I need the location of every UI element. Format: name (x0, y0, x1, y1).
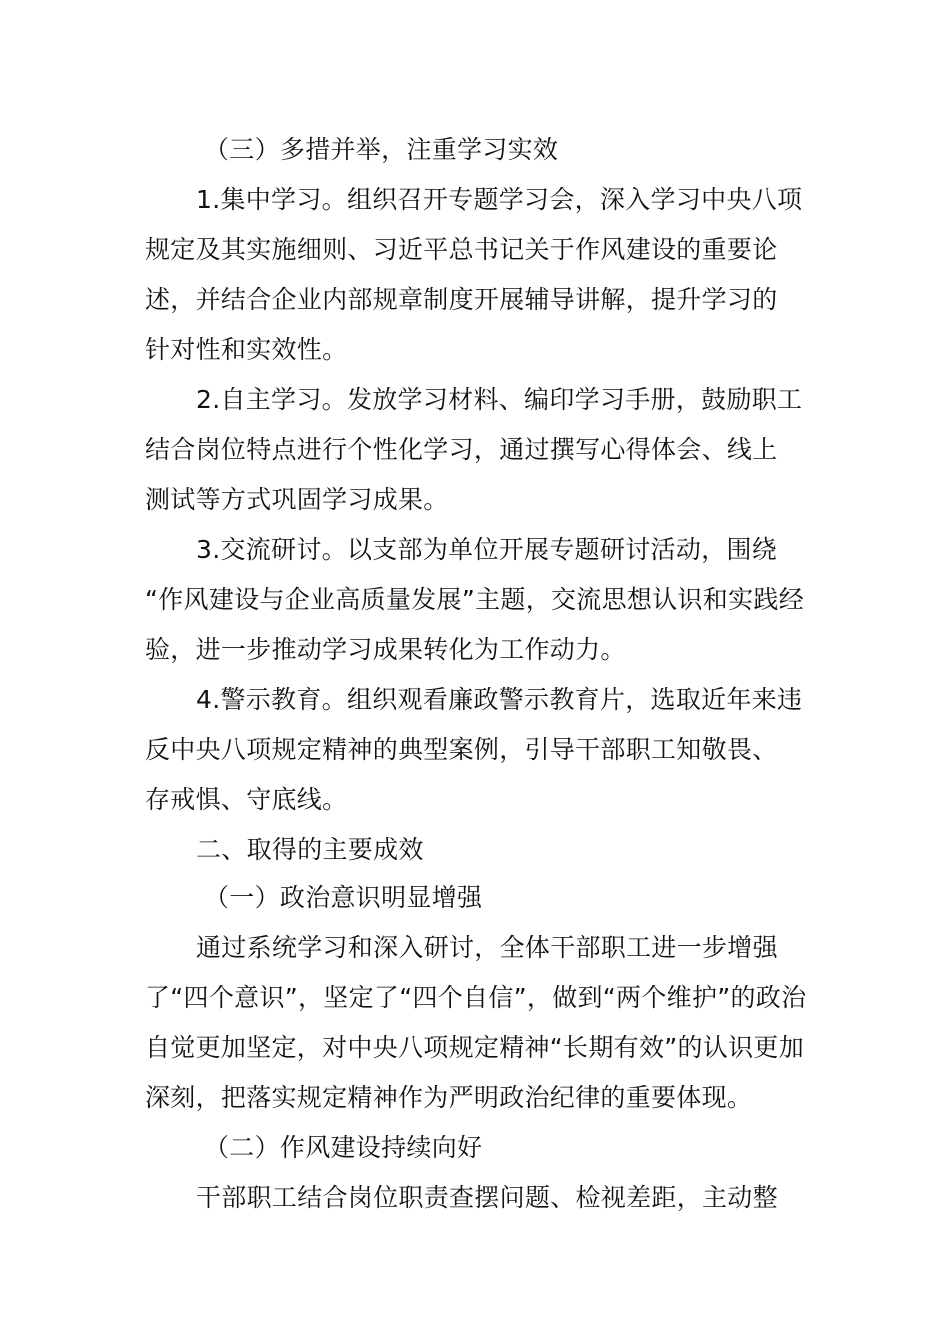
paragraph-line: 1.集中学习。组织召开专题学习会，深入学习中央八项 (196, 185, 803, 214)
paragraph-line: 3.交流研讨。以支部为单位开展专题研讨活动，围绕 (196, 535, 778, 564)
paragraph-line: 通过系统学习和深入研讨，全体干部职工进一步增强 (196, 933, 778, 962)
paragraph-line: 干部职工结合岗位职责查摆问题、检视差距，主动整 (196, 1183, 778, 1212)
heading-section-2: （二）作风建设持续向好 (204, 1133, 483, 1162)
paragraph-line: 针对性和实效性。 (145, 335, 348, 364)
paragraph-line: 2.自主学习。发放学习材料、编印学习手册，鼓励职工 (196, 385, 803, 414)
heading-part-2: 二、取得的主要成效 (196, 835, 424, 864)
paragraph-line: 4.警示教育。组织观看廉政警示教育片，选取近年来违 (196, 685, 803, 714)
paragraph-line: 深刻，把落实规定精神作为严明政治纪律的重要体现。 (145, 1083, 753, 1112)
paragraph-line: 结合岗位特点进行个性化学习，通过撰写心得体会、线上 (145, 435, 778, 464)
paragraph-line: 反中央八项规定精神的典型案例，引导干部职工知敬畏、 (145, 735, 778, 764)
paragraph-line: 述，并结合企业内部规章制度开展辅导讲解，提升学习的 (145, 285, 778, 314)
paragraph-line: 验，进一步推动学习成果转化为工作动力。 (145, 635, 626, 664)
paragraph-line: 了“四个意识”，坚定了“四个自信”，做到“两个维护”的政治 (145, 983, 807, 1012)
paragraph-line: 测试等方式巩固学习成果。 (145, 485, 449, 514)
heading-section-3: （三）多措并举，注重学习实效 (204, 135, 559, 164)
paragraph-line: 存戒惧、守底线。 (145, 785, 348, 814)
paragraph-line: 规定及其实施细则、习近平总书记关于作风建设的重要论 (145, 235, 778, 264)
heading-section-1: （一）政治意识明显增强 (204, 883, 483, 912)
paragraph-line: 自觉更加坚定，对中央八项规定精神“长期有效”的认识更加 (145, 1033, 805, 1062)
paragraph-line: “作风建设与企业高质量发展”主题，交流思想认识和实践经 (145, 585, 805, 614)
